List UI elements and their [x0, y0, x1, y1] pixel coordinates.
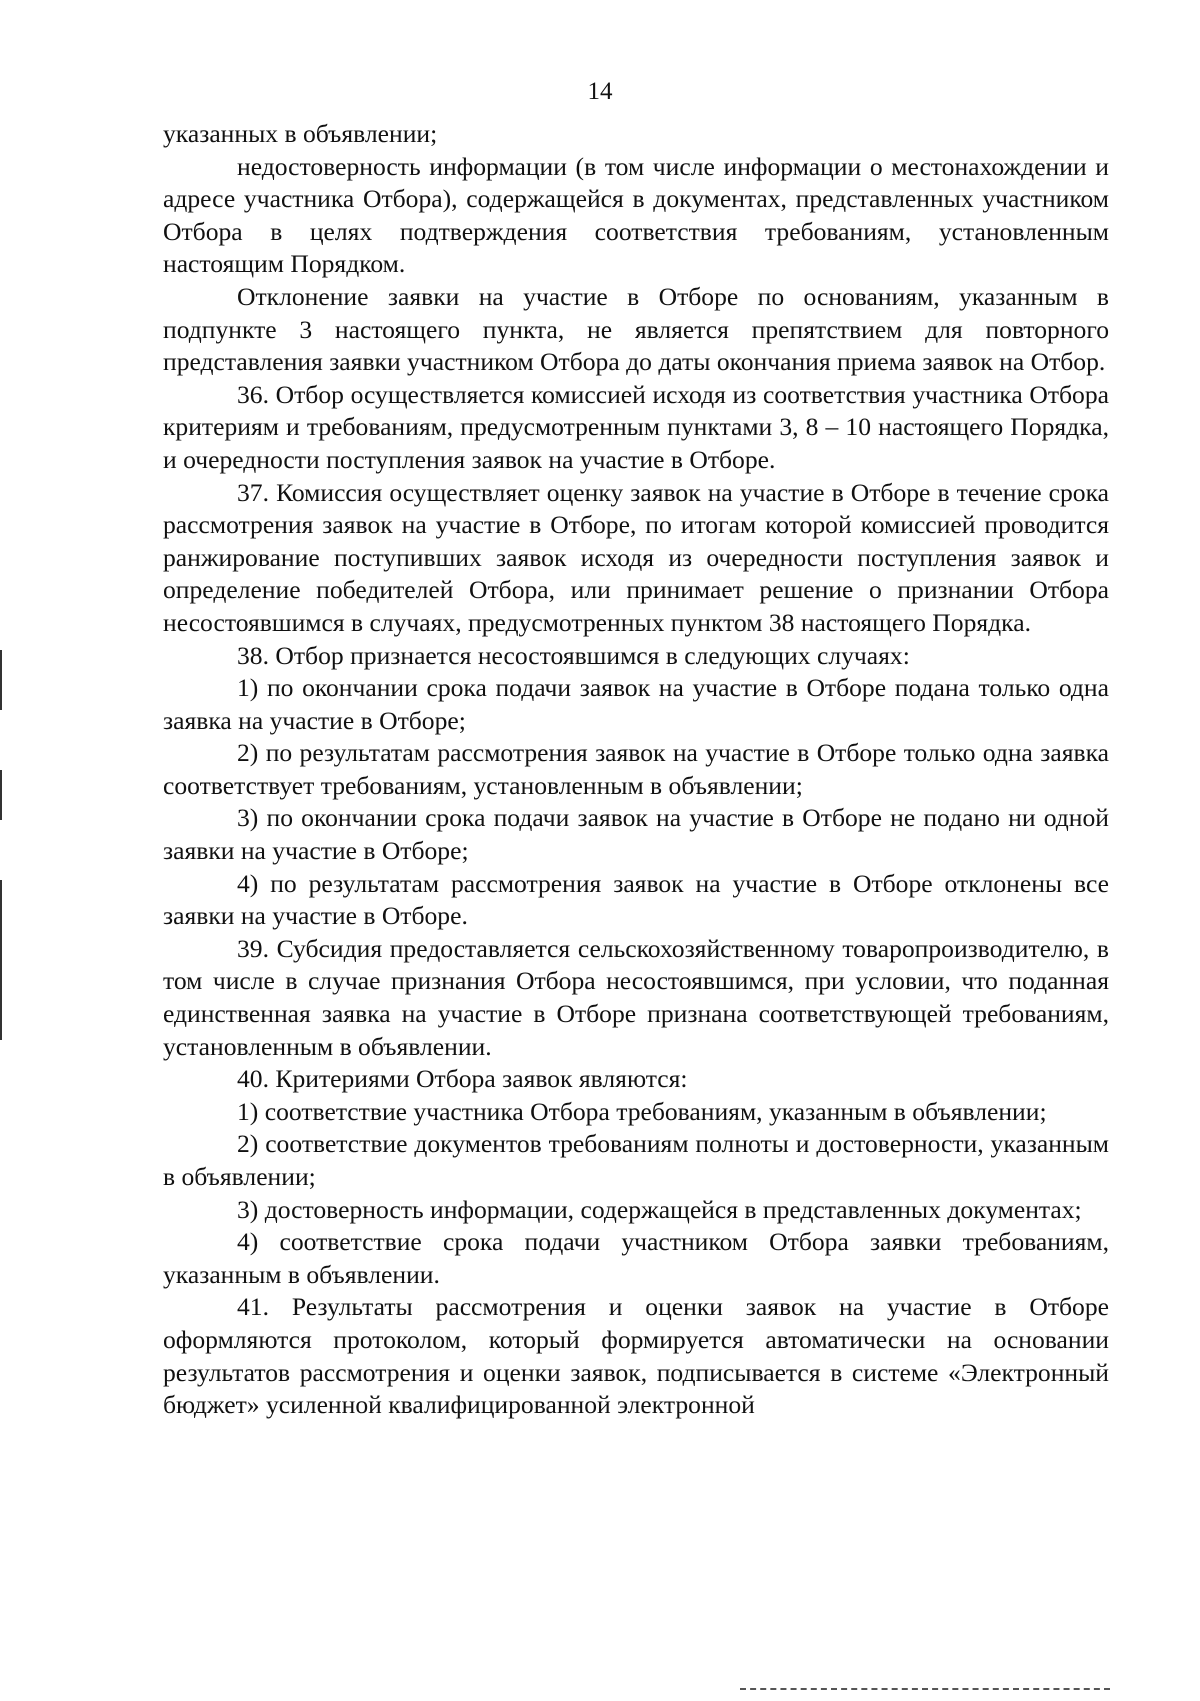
paragraph: указанных в объявлении;	[163, 119, 438, 148]
paragraph: 36. Отбор осуществляется комиссией исходя из соответствия участника Отбора критериям и требованиям, предусмотренным пунктами 3, 8 – 10 настоящего Порядка, и очередности поступления заявок на участие в Отборе.	[163, 379, 1109, 474]
scan-margin-mark	[0, 770, 2, 820]
paragraph: 2) соответствие документов требованиям полноты и достоверности, указанным в объявлении;	[163, 1129, 1109, 1191]
paragraph: 3) по окончании срока подачи заявок на участие в Отборе не подано ни одной заявки на участие в Отборе;	[163, 803, 1109, 866]
paragraph: недостоверность информации (в том числе информации о местонахождении и адресе участника Отбора), содержащейся в документах, представленных участником Отбора в целях подтверждения соответствия требованиям, установленным настоящим Порядком.	[163, 151, 1109, 279]
paragraph: 41. Результаты рассмотрения и оценки заявок на участие в Отборе оформляются протоколом, который формируется автоматически на основании результатов рассмотрения и оценки заявок, подписывается в системе «Электронный бюджет» усиленной квалифицированной электронной	[163, 1292, 1109, 1420]
document-body	[163, 118, 1109, 1422]
scan-margin-mark	[0, 650, 2, 710]
page-number: 14	[587, 78, 613, 105]
paragraph: 38. Отбор признается несостоявшимся в следующих случаях:	[237, 640, 910, 670]
paragraph: Отклонение заявки на участие в Отборе по основаниям, указанным в подпункте 3 настоящего пункта, не является препятствием для повторного представления заявки участником Отбора до даты окончания приема заявок на Отбор.	[163, 281, 1109, 377]
paragraph: 4) по результатам рассмотрения заявок на участие в Отборе отклонены все заявки на участие в Отборе.	[163, 868, 1109, 931]
paragraph: 4) соответствие срока подачи участником Отбора заявки требованиям, указанным в объявлении.	[163, 1227, 1109, 1289]
scan-margin-mark	[0, 880, 2, 1040]
paragraph: 1) по окончании срока подачи заявок на участие в Отборе подана только одна заявка на участие в Отборе;	[163, 673, 1109, 735]
paragraph: 2) по результатам рассмотрения заявок на участие в Отборе только одна заявка соответствует требованиям, установленным в объявлении;	[163, 738, 1109, 800]
paragraph: 39. Субсидия предоставляется сельскохозяйственному товаропроизводителю, в том числе в случае признания Отбора несостоявшимся, при условии, что поданная единственная заявка на участие в Отборе признана соответствующей требованиям, установленным в объявлении.	[163, 933, 1109, 1061]
paragraph: 3) достоверность информации, содержащейся в представленных документах;	[237, 1194, 1082, 1224]
paragraph: 40. Критериями Отбора заявок являются:	[237, 1064, 688, 1094]
paragraph: 37. Комиссия осуществляет оценку заявок на участие в Отборе в течение срока рассмотрения заявок на участие в Отборе, по итогам которой комиссией проводится ранжирование поступивших заявок исходя из очередности поступления заявок и определение победителей Отбора, или принимает решение о признании Отбора несостоявшимся в случаях, предусмотренных пунктом 38 настоящего Порядка.	[163, 477, 1109, 637]
paragraph: 1) соответствие участника Отбора требованиям, указанным в объявлении;	[237, 1096, 1047, 1126]
scan-bottom-mark	[740, 1688, 1110, 1690]
